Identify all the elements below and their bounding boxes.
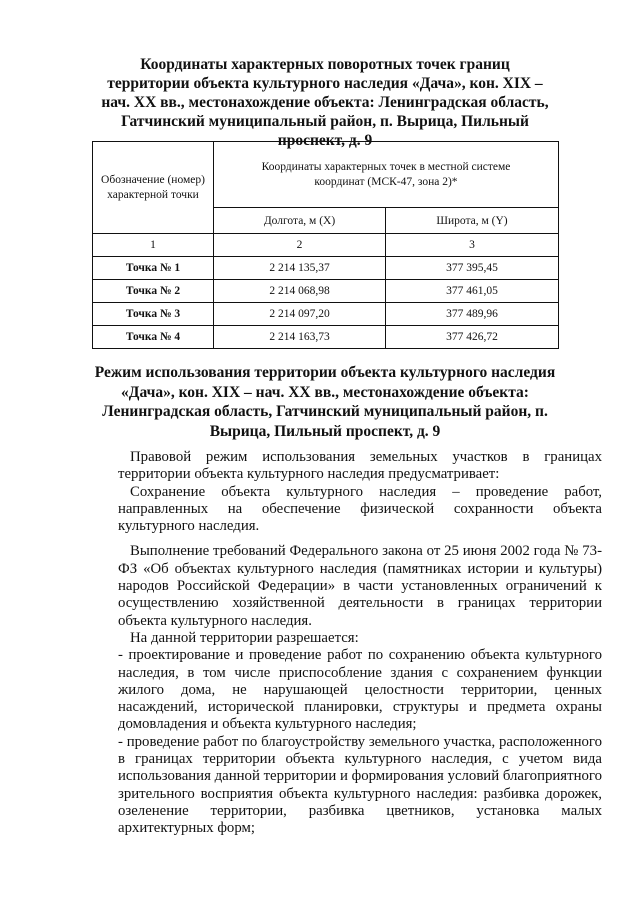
column-number-row [93, 234, 559, 257]
point-label: Точка № 1 [93, 257, 214, 280]
paragraph: Правовой режим использования земельных участков в границах территории объекта культурного наследия предусматривает: [118, 449, 602, 483]
table-row [93, 326, 559, 349]
coordinates-heading: Координаты характерных поворотных точек границ территории объекта культурного наследия «Дача», кон. XIX – нач. XX вв., местонахождение объекта: Ленинградская область, Гатчинский муниципальный район, п. Вырица, Пильный проспект, д. 9 [101, 56, 549, 149]
table-row [93, 257, 559, 280]
point-label: Точка № 2 [93, 280, 214, 303]
latitude-value: 377 395,45 [386, 257, 559, 280]
coordinates-table [92, 141, 559, 349]
longitude-value: 2 214 068,98 [214, 280, 386, 303]
coordinates-system-header: Координаты характерных точек в местной системе координат (МСК-47, зона 2)* [214, 142, 559, 208]
column-number: 1 [93, 234, 214, 257]
latitude-value: 377 461,05 [386, 280, 559, 303]
regime-heading: Режим использования территории объекта культурного наследия «Дача», кон. XIX – нач. XX вв., местонахождение объекта: Ленинградская область, Гатчинский муниципальный район, п. Вырица, Пильный проспект, д. 9 [94, 364, 556, 440]
longitude-header: Долгота, м (X) [214, 208, 386, 234]
longitude-value: 2 214 097,20 [214, 303, 386, 326]
body-text [118, 449, 602, 838]
paragraph: Выполнение требований Федерального закона от 25 июня 2002 года № 73-ФЗ «Об объектах культурного наследия (памятниках истории и культуры) народов Российской Федерации» в части установленных ограничений к осуществлению хозяйственной деятельности в границах территории объекта культурного наследия. [118, 543, 602, 629]
list-item: - проведение работ по благоустройству земельного участка, расположенного в границах территории объекта культурного наследия, с учетом вида использования данной территории и формирования условий благоприятного зрительного восприятия объекта культурного наследия: разбивка дорожек, озеленение территории, разбивка цветников, установка малых архитектурных форм; [118, 733, 602, 837]
latitude-value: 377 426,72 [386, 326, 559, 349]
paragraph: На данной территории разрешается: [130, 629, 359, 646]
table-header-row [93, 142, 559, 208]
column-number: 2 [214, 234, 386, 257]
latitude-value: 377 489,96 [386, 303, 559, 326]
column-number: 3 [386, 234, 559, 257]
table-row [93, 280, 559, 303]
table-row [93, 303, 559, 326]
longitude-value: 2 214 135,37 [214, 257, 386, 280]
list-item: - проектирование и проведение работ по сохранению объекта культурного наследия, в том числе приспособление здания с сохранением функции жилого дома, не нарушающей целостности территории, ценных насаждений, исторической планировки, структуры и предмета охраны домовладения и объекта культурного наследия; [118, 647, 602, 733]
point-label: Точка № 3 [93, 303, 214, 326]
longitude-value: 2 214 163,73 [214, 326, 386, 349]
latitude-header: Широта, м (Y) [386, 208, 559, 234]
point-label: Точка № 4 [93, 326, 214, 349]
point-designation-header: Обозначение (номер) характерной точки [93, 142, 214, 234]
paragraph: Сохранение объекта культурного наследия – проведение работ, направленных на обеспечение физической сохранности объекта культурного наследия. [118, 483, 602, 535]
